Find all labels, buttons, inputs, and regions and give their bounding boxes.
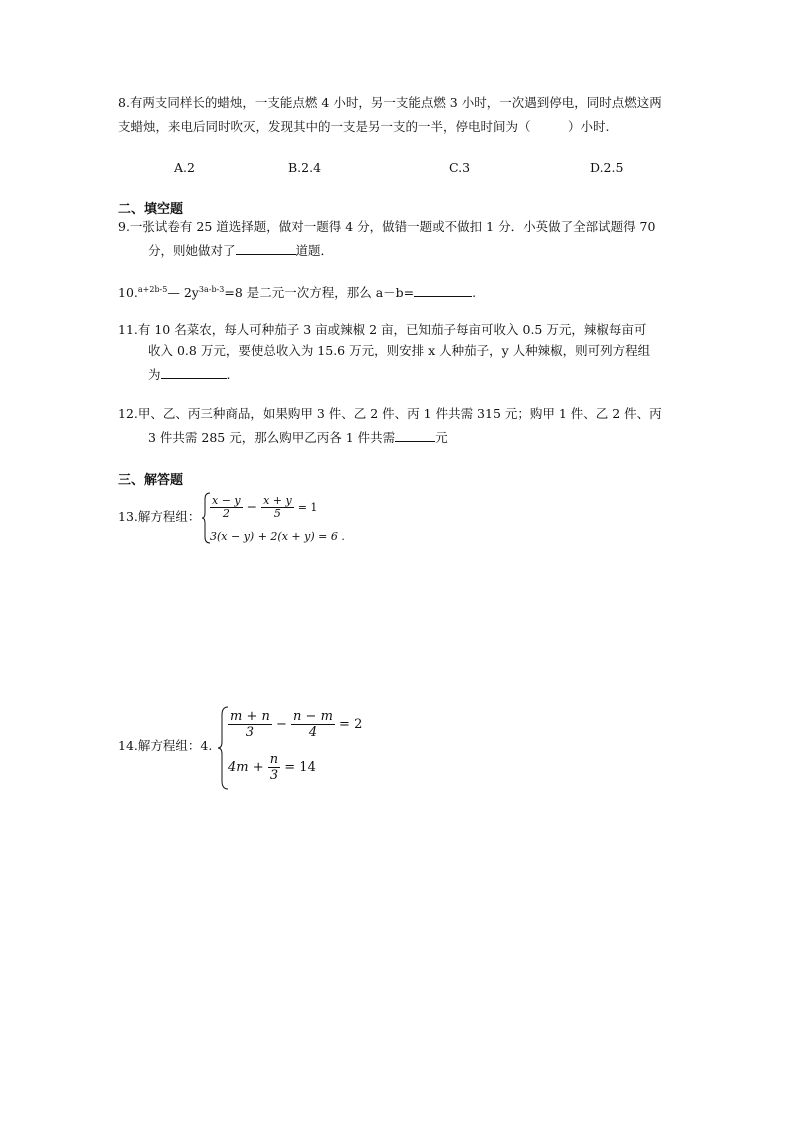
q9-line2-text: 分，则她做对了 [148,243,236,258]
q14-eq2-left: 4m + [228,760,264,775]
q12-answer-blank [395,429,435,442]
q14-fraction-2 [291,709,335,740]
q10-exponent-2: 3a-b-3 [198,285,225,294]
q13-fraction-1-num: x − y [212,494,241,507]
q9-answer-blank [236,242,296,255]
q13-fraction-2 [261,495,294,520]
q14-fraction-2-num: n − m [293,709,333,724]
q14-minus: − [276,717,287,732]
q11-answer-blank [161,366,227,379]
q12-line2-end: 元 [435,430,448,445]
q11-line3-text: 为 [148,367,161,382]
q11-line3 [148,366,231,382]
q14-eq1-rhs: = 2 [339,717,363,732]
q13-fraction-1 [210,495,243,520]
q14-fraction-3 [268,752,280,783]
q14-fraction-3-den: 3 [269,768,279,783]
q9-line2-suffix: 道题． [295,243,334,258]
q10-exponent-1: a+2b-5 [137,285,168,294]
q10-prefix: 10. [118,285,138,300]
q13-eq1-rhs: = 1 [297,501,318,514]
q14-fraction-2-den: 4 [308,725,318,740]
q10-mid: — 2y [167,285,199,300]
q13-fraction-2-num: x + y [263,494,292,507]
section-solve-title: 三、解答题 [118,473,184,488]
q13-fraction-1-den: 2 [222,507,230,520]
q12-line2 [148,429,448,445]
q14-eq2-rhs: = 14 [284,760,316,775]
q14-fraction-1 [228,709,272,740]
q12-line1: 12.甲、乙、丙三种商品，如果购甲 3 件、乙 2 件、丙 1 件共需 315 元；购甲 1 件、乙 2 件、丙 [118,406,662,421]
q9-line1: 9.一张试卷有 25 道选择题，做对一题得 4 分，做错一题或不做扣 1 分．小英做了全部试题得 70 [118,219,656,234]
q11-line2: 收入 0.8 万元，要使总收入为 15.6 万元，则安排 x 人种茄子，y 人种辣椒，则可列方程组 [148,343,651,358]
section-fill-in-title: 二、填空题 [118,202,184,217]
q11-line1: 11.有 10 名菜农，每人可种茄子 3 亩或辣椒 2 亩，已知茄子每亩可收入 0.5 万元，辣椒每亩可 [118,322,647,337]
q13-equation-2: 3(x − y) + 2(x + y) = 6 . [210,530,345,543]
q14-label: 14.解方程组：4. [118,738,213,753]
q10-suffix: =8 是二元一次方程，那么 a－b= [224,285,415,300]
q8-option-d: D.2.5 [590,160,624,175]
q9-line2 [148,242,333,258]
q14-equation-2 [228,752,316,783]
q8-line2: 支蜡烛，来电后同时吹灭，发现其中的一支是另一支的一半，停电时间为（ ）小时. [118,119,610,134]
q14-fraction-1-num: m + n [230,709,270,724]
q13-fraction-2-den: 5 [273,507,281,520]
q14-equation-1 [228,709,362,740]
q13-label: 13.解方程组： [118,509,201,524]
q8-option-c: C.3 [449,160,471,175]
q10-end: . [472,285,477,300]
q13-equation-1 [210,495,317,520]
q14-fraction-1-den: 3 [245,725,255,740]
q12-line2-text: 3 件共需 285 元，那么购甲乙丙各 1 件共需 [148,430,396,445]
q11-line3-end: . [226,367,231,382]
q8-option-a: A.2 [174,160,195,175]
q8-line1: 8.有两支同样长的蜡烛，一支能点燃 4 小时，另一支能点燃 3 小时，一次遇到停电，同时点燃这两 [118,95,662,110]
q8-option-b: B.2.4 [288,160,322,175]
q13-minus: − [246,499,258,514]
q10-answer-blank [414,284,472,297]
q14-fraction-3-num: n [269,752,279,767]
q10-line [118,284,476,300]
